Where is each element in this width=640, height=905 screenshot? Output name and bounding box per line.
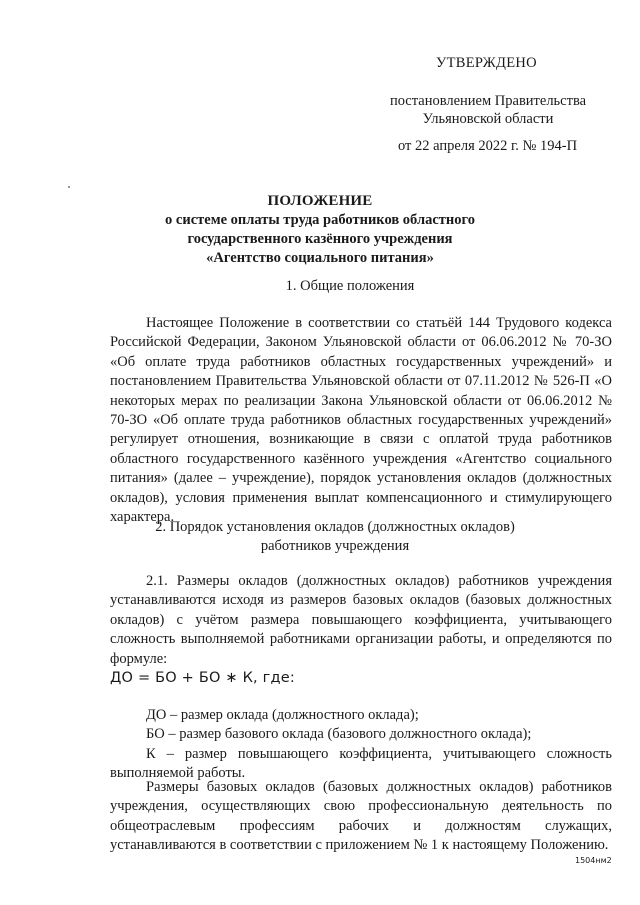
section-1-heading: 1. Общие положения xyxy=(285,278,415,294)
definition-bo: БО – размер базового оклада (базового должностного оклада); xyxy=(146,726,532,743)
section-2-heading xyxy=(130,518,540,556)
title-line-4: «Агентство социального питания» xyxy=(206,250,434,266)
decree-date: от 22 апреля 2022 г. № 194-П xyxy=(398,138,578,154)
section-1-paragraph xyxy=(110,314,612,527)
clause-2-1-paragraph xyxy=(110,572,612,669)
decree-line-1: постановлением Правительства xyxy=(389,93,587,109)
title-line-2: о системе оплаты труда работников областного xyxy=(165,212,475,228)
salary-formula: ДО = БО + БО ∗ К, где: xyxy=(110,670,295,686)
formula-definitions xyxy=(110,706,612,784)
title-line-1: ПОЛОЖЕНИЕ xyxy=(267,193,373,209)
base-salary-paragraph xyxy=(110,778,612,856)
section-2-heading-line-2: работников учреждения xyxy=(260,538,410,554)
section-2-heading-line-1: 2. Порядок установления окладов (должностных окладов) xyxy=(155,519,515,535)
decree-line-2: Ульяновской области xyxy=(422,111,554,127)
clause-2-1-text: 2.1. Размеры окладов (должностных окладов) работников учреждения устанавливаются исходя из размеров базовых окладов (базовых должностных окладов) с учётом размера повышающего коэффициента, учитывающего сложность выполняемой работниками организации работы, и определяются по формуле: xyxy=(110,573,612,667)
document-code: 1504нм2 xyxy=(575,856,612,865)
definition-do: ДО – размер оклада (должностного оклада); xyxy=(146,707,419,723)
document-title xyxy=(150,192,490,268)
definition-k: К – размер повышающего коэффициента, учитывающего сложность выполняемой работы. xyxy=(110,745,612,782)
approval-stamp-label: УТВЕРЖДЕНО xyxy=(436,55,537,71)
title-line-3: государственного казённого учреждения xyxy=(187,231,453,247)
scan-speck xyxy=(68,186,70,188)
base-salary-text: Размеры базовых окладов (базовых должностных окладов) работников учреждения, осуществляющих свою профессиональную деятельность по общеотраслевым профессиям рабочих и должностям служащих, устанавливаются в соответствии с приложением № 1 к настоящему Положению. xyxy=(110,779,612,854)
approval-decree xyxy=(386,92,590,128)
section-1-text: Настоящее Положение в соответствии со статьёй 144 Трудового кодекса Российской Федерации, Законом Ульяновской области от 06.06.2012 № 70-ЗО «Об оплате труда работников областных государственных учреждений» и постановлением Правительства Ульяновской области от 07.11.2012 № 526-П «О некоторых мерах по реализации Закона Ульяновской области от 06.06.2012 № 70-ЗО «Об оплате труда работников областных государственных учреждений» регулирует отношения, возникающие в связи с оплатой труда работников областного государственного казённого учреждения «Агентство социального питания» (далее – учреждение), порядок установления окладов (должностных окладов), условия применения выплат компенсационного и стимулирующего характера. xyxy=(110,315,612,526)
